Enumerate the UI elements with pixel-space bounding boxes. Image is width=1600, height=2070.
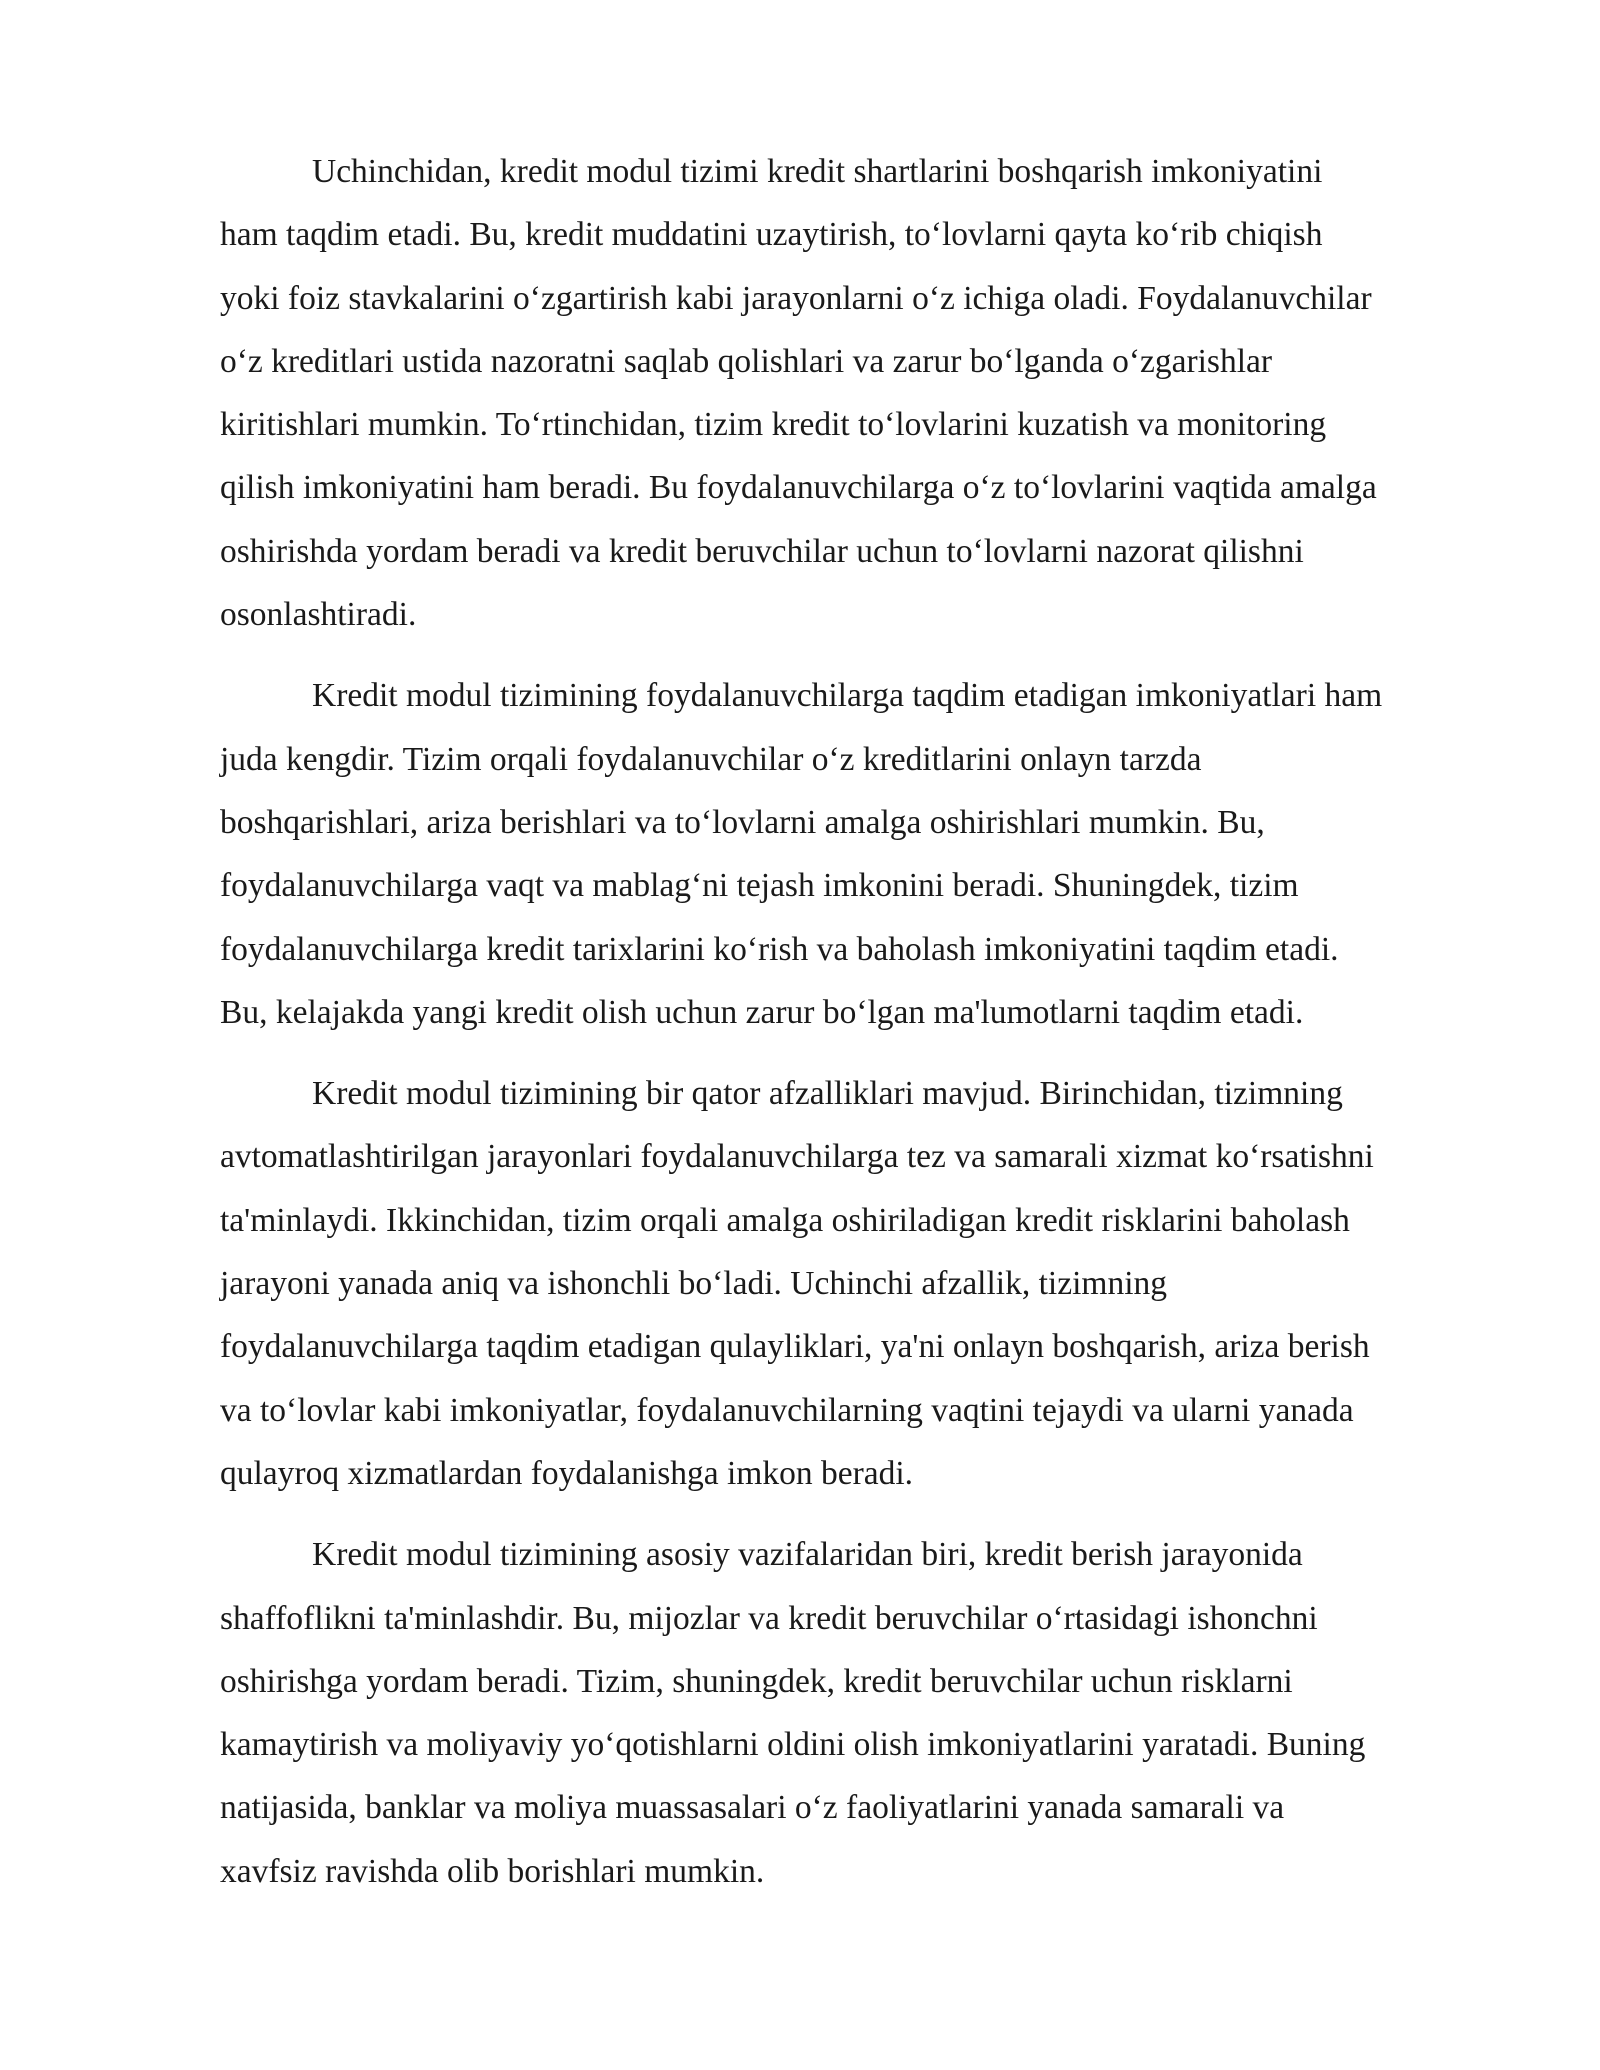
paragraph-line: foydalanuvchilarga vaqt va mablag‘ni tejash imkonini beradi. Shuningdek, tizim (220, 867, 1299, 905)
paragraph-line: xavfsiz ravishda olib borishlari mumkin. (220, 1852, 765, 1890)
paragraph-line: qulayroq xizmatlardan foydalanishga imkon beradi. (220, 1454, 914, 1492)
paragraph-4 (220, 1523, 1482, 1903)
paragraph-line: qilish imkoniyatini ham beradi. Bu foydalanuvchilarga o‘z to‘lovlarini vaqtida amalga (220, 469, 1377, 507)
paragraph-line: oshirishga yordam beradi. Tizim, shuningdek, kredit beruvchilar uchun risklarni (220, 1662, 1293, 1700)
paragraph-line: juda kengdir. Tizim orqali foydalanuvchilar o‘z kreditlarini onlayn tarzda (220, 740, 1202, 778)
paragraph-3 (220, 1062, 1482, 1505)
paragraph-line: Uchinchidan, kredit modul tizimi kredit shartlarini boshqarish imkoniyatini (312, 153, 1323, 190)
paragraph-line: foydalanuvchilarga taqdim etadigan qulayliklari, ya'ni onlayn boshqarish, ariza berish (220, 1328, 1370, 1366)
paragraph-line: kiritishlari mumkin. To‘rtinchidan, tizim kredit to‘lovlarini kuzatish va monitoring (220, 406, 1327, 444)
paragraph-line: natijasida, banklar va moliya muassasalari o‘z faoliyatlarini yanada samarali va (220, 1789, 1285, 1827)
paragraph-line: foydalanuvchilarga kredit tarixlarini ko‘rish va baholash imkoniyatini taqdim etadi. (220, 930, 1339, 968)
paragraph-line: Kredit modul tizimining bir qator afzalliklari mavjud. Birinchidan, tizimning (312, 1075, 1343, 1113)
paragraph-line: osonlashtiradi. (220, 596, 417, 634)
paragraph-line: boshqarishlari, ariza berishlari va to‘lovlarni amalga oshirishlari mumkin. Bu, (220, 803, 1265, 841)
paragraph-line: va to‘lovlar kabi imkoniyatlar, foydalanuvchilarning vaqtini tejaydi va ularni yanada (220, 1391, 1354, 1429)
paragraph-1 (220, 140, 1482, 646)
paragraph-line: jarayoni yanada aniq va ishonchli bo‘ladi. Uchinchi afzallik, tizimning (220, 1265, 1168, 1303)
paragraph-line: ta'minlaydi. Ikkinchidan, tizim orqali amalga oshiriladigan kredit risklarini baholash (220, 1201, 1350, 1239)
document-body (220, 140, 1482, 1921)
paragraph-2 (220, 664, 1482, 1044)
paragraph-line: avtomatlashtirilgan jarayonlari foydalanuvchilarga tez va samarali xizmat ko‘rsatishni (220, 1138, 1374, 1176)
paragraph-line: oshirishda yordam beradi va kredit beruvchilar uchun to‘lovlarni nazorat qilishni (220, 532, 1304, 570)
paragraph-line: o‘z kreditlari ustida nazoratni saqlab qolishlari va zarur bo‘lganda o‘zgarishlar (220, 342, 1273, 380)
paragraph-line: kamaytirish va moliyaviy yo‘qotishlarni oldini olish imkoniyatlarini yaratadi. Buning (220, 1726, 1366, 1764)
paragraph-line: Kredit modul tizimining asosiy vazifalaridan biri, kredit berish jarayonida (312, 1536, 1303, 1574)
paragraph-line: ham taqdim etadi. Bu, kredit muddatini uzaytirish, to‘lovlarni qayta ko‘rib chiqish (220, 216, 1323, 254)
paragraph-line: Kredit modul tizimining foydalanuvchilarga taqdim etadigan imkoniyatlari ham (312, 677, 1383, 715)
paragraph-line: shaffoflikni ta'minlashdir. Bu, mijozlar va kredit beruvchilar o‘rtasidagi ishonchni (220, 1599, 1318, 1637)
paragraph-line: Bu, kelajakda yangi kredit olish uchun zarur bo‘lgan ma'lumotlarni taqdim etadi. (220, 993, 1304, 1031)
paragraph-line: yoki foiz stavkalarini o‘zgartirish kabi jarayonlarni o‘z ichiga oladi. Foydalanuvchilar (220, 279, 1372, 317)
